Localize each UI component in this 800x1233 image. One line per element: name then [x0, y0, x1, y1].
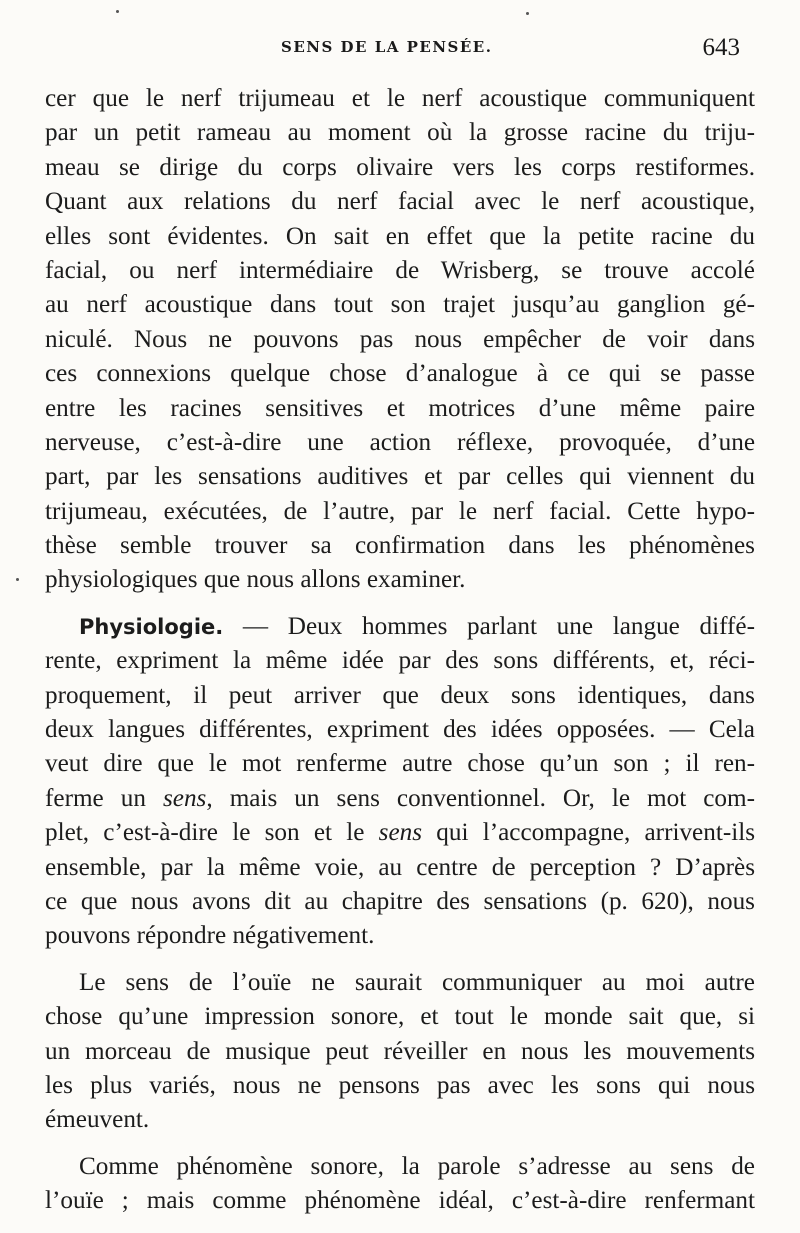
- ink-speck: [526, 12, 529, 15]
- paragraph-3: [45, 966, 755, 1138]
- ink-speck: [16, 578, 19, 581]
- text-line: Quant aux relations du nerf facial avec le nerf acoustique,: [45, 188, 755, 216]
- text-fragment: ferme un: [45, 784, 163, 812]
- paragraph-2: [45, 610, 755, 954]
- text-line: l’ouïe ; mais comme phénomène idéal, c’est-à-dire renfermant: [45, 1187, 755, 1215]
- text-line: chose qu’une impression sonore, et tout le monde sait que, si: [45, 1003, 755, 1031]
- page-number: 643: [702, 34, 740, 61]
- text-line: [45, 816, 755, 850]
- page-header: [45, 34, 740, 64]
- text-fragment: qui l’accompagne, arrivent-ils: [422, 819, 756, 847]
- text-fragment: — Deux hommes parlant une langue diffé-: [223, 612, 755, 640]
- text-line: [45, 610, 755, 644]
- text-line: Comme phénomène sonore, la parole s’adresse au sens de: [79, 1152, 755, 1180]
- text-line: rente, expriment la même idée par des sons différents, et, réci-: [45, 647, 755, 675]
- text-line: par un petit rameau au moment où la grosse racine du triju-: [45, 119, 755, 147]
- text-line: cer que le nerf trijumeau et le nerf acoustique communiquent: [45, 85, 755, 112]
- italic-word: sens: [378, 819, 423, 847]
- text-line: pouvons répondre négativement.: [45, 922, 375, 950]
- text-line: ce que nous avons dit au chapitre des sensations (p. 620), nous: [45, 887, 755, 915]
- text-line: entre les racines sensitives et motrices d’une même paire: [45, 394, 755, 422]
- text-line: elles sont évidentes. On sait en effet que la petite racine du: [45, 222, 755, 250]
- text-line: nerveuse, c’est-à-dire une action réflexe, provoquée, d’une: [45, 428, 755, 456]
- paragraph-gap: [45, 1138, 755, 1150]
- text-line: émeuvent.: [45, 1106, 150, 1134]
- section-heading: Physiologie.: [79, 614, 224, 639]
- text-line: veut dire que le mot renferme autre chose qu’un son ; il ren-: [45, 750, 755, 778]
- text-fragment: , mais un sens conventionnel. Or, le mot com-: [206, 784, 755, 812]
- paragraph-1: [45, 82, 755, 598]
- text-line: thèse semble trouver sa confirmation dans les phénomènes: [45, 532, 755, 560]
- italic-word: sens: [162, 784, 207, 812]
- text-line: part, par les sensations auditives et par celles qui viennent du: [45, 463, 755, 491]
- text-line: Le sens de l’ouïe ne saurait communiquer au moi autre: [79, 968, 755, 996]
- text-line: ces connexions quelque chose d’analogue à ce qui se passe: [45, 360, 755, 388]
- text-line: niculé. Nous ne pouvons pas nous empêcher de voir dans: [45, 325, 755, 353]
- text-line: proquement, il peut arriver que deux sons identiques, dans: [45, 681, 755, 709]
- text-line: trijumeau, exécutées, de l’autre, par le nerf facial. Cette hypo-: [45, 497, 755, 525]
- text-line: deux langues différentes, expriment des idées opposées. — Cela: [45, 716, 755, 744]
- text-line: les plus variés, nous ne pensons pas avec les sons qui nous: [45, 1071, 755, 1099]
- paragraph-4: [45, 1150, 755, 1219]
- text-line: meau se dirige du corps olivaire vers les corps restiformes.: [45, 153, 755, 181]
- paragraph-gap: [45, 954, 755, 966]
- text-line: physiologiques que nous allons examiner.: [45, 566, 466, 594]
- text-fragment: plet, c’est-à-dire le son et le: [45, 819, 379, 847]
- text-line: ensemble, par la même voie, au centre de perception ? D’après: [45, 853, 755, 881]
- text-line: facial, ou nerf intermédiaire de Wrisberg, se trouve accolé: [45, 256, 755, 284]
- ink-speck: [116, 10, 119, 13]
- body-text: [45, 82, 755, 1219]
- running-title: SENS DE LA PENSÉE.: [281, 38, 493, 56]
- text-line: au nerf acoustique dans tout son trajet jusqu’au ganglion gé-: [45, 291, 755, 319]
- text-line: un morceau de musique peut réveiller en nous les mouvements: [45, 1037, 755, 1065]
- paragraph-gap: [45, 598, 755, 610]
- text-line: [45, 782, 755, 816]
